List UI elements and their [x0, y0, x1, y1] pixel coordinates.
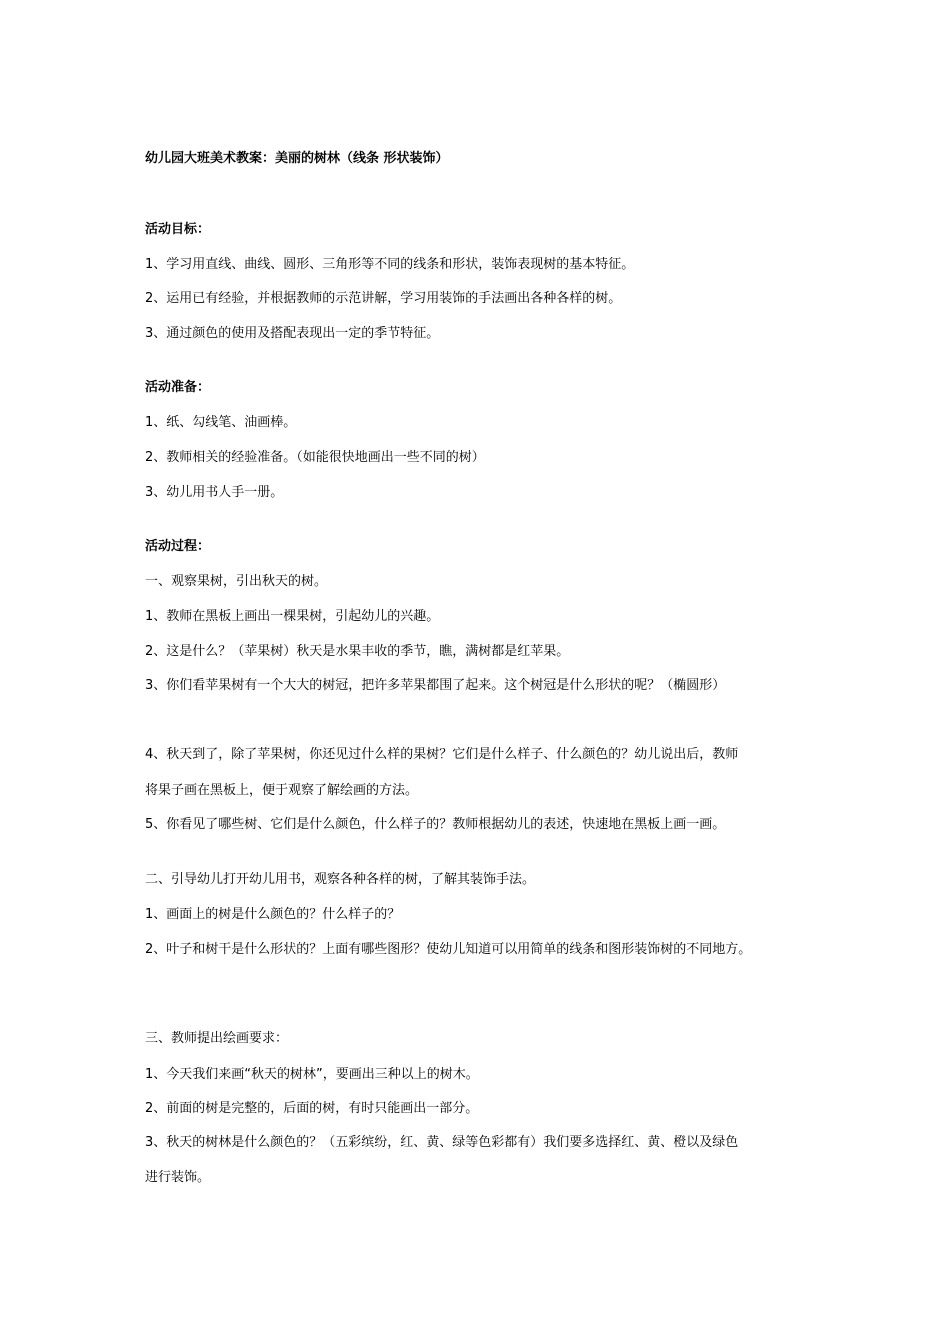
process-part1-title: 一、观察果树，引出秋天的树。: [145, 574, 328, 589]
process-item: 3、秋天的树林是什么颜色的？（五彩缤纷，红、黄、绿等色彩都有）我们要多选择红、黄、橙以及绿色: [145, 1135, 739, 1150]
process-part3-title: 三、教师提出绘画要求：: [145, 1031, 289, 1046]
process-item: 2、前面的树是完整的，后面的树，有时只能画出一部分。: [145, 1101, 479, 1116]
process-item-continuation: 进行装饰。: [145, 1170, 211, 1185]
document-title: 幼儿园大班美术教案：美丽的树林（线条 形状装饰）: [145, 151, 449, 166]
goal-item: 3、通过颜色的使用及搭配表现出一定的季节特征。: [145, 326, 440, 341]
process-item: 1、画面上的树是什么颜色的？什么样子的？: [145, 907, 401, 922]
preparation-item: 2、教师相关的经验准备。（如能很快地画出一些不同的树）: [145, 450, 485, 465]
process-item: 1、教师在黑板上画出一棵果树，引起幼儿的兴趣。: [145, 609, 440, 624]
preparation-item: 1、纸、勾线笔、油画棒。: [145, 415, 297, 430]
preparation-heading: 活动准备：: [145, 380, 211, 395]
process-item: 3、你们看苹果树有一个大大的树冠，把许多苹果都围了起来。这个树冠是什么形状的呢？（椭圆形）: [145, 678, 726, 693]
goal-item: 2、运用已有经验，并根据教师的示范讲解，学习用装饰的手法画出各种各样的树。: [145, 291, 622, 306]
process-item: 2、叶子和树干是什么形状的？上面有哪些图形？使幼儿知道可以用简单的线条和图形装饰树的不同地方。: [145, 942, 752, 957]
goal-item: 1、学习用直线、曲线、圆形、三角形等不同的线条和形状，装饰表现树的基本特征。: [145, 257, 635, 272]
process-heading: 活动过程：: [145, 539, 211, 554]
goals-heading: 活动目标：: [145, 222, 211, 237]
preparation-item: 3、幼儿用书人手一册。: [145, 485, 284, 500]
process-item: 2、这是什么？（苹果树）秋天是水果丰收的季节，瞧，满树都是红苹果。: [145, 644, 570, 659]
process-part2-title: 二、引导幼儿打开幼儿用书，观察各种各样的树，了解其装饰手法。: [145, 872, 536, 887]
process-item: 4、秋天到了，除了苹果树，你还见过什么样的果树？它们是什么样子、什么颜色的？幼儿说出后，教师: [145, 747, 739, 762]
process-item: 1、今天我们来画“秋天的树林”，要画出三种以上的树木。: [145, 1067, 479, 1082]
process-item: 5、你看见了哪些树、它们是什么颜色，什么样子的？教师根据幼儿的表述，快速地在黑板上画一画。: [145, 817, 726, 832]
process-item-continuation: 将果子画在黑板上，便于观察了解绘画的方法。: [145, 783, 419, 798]
